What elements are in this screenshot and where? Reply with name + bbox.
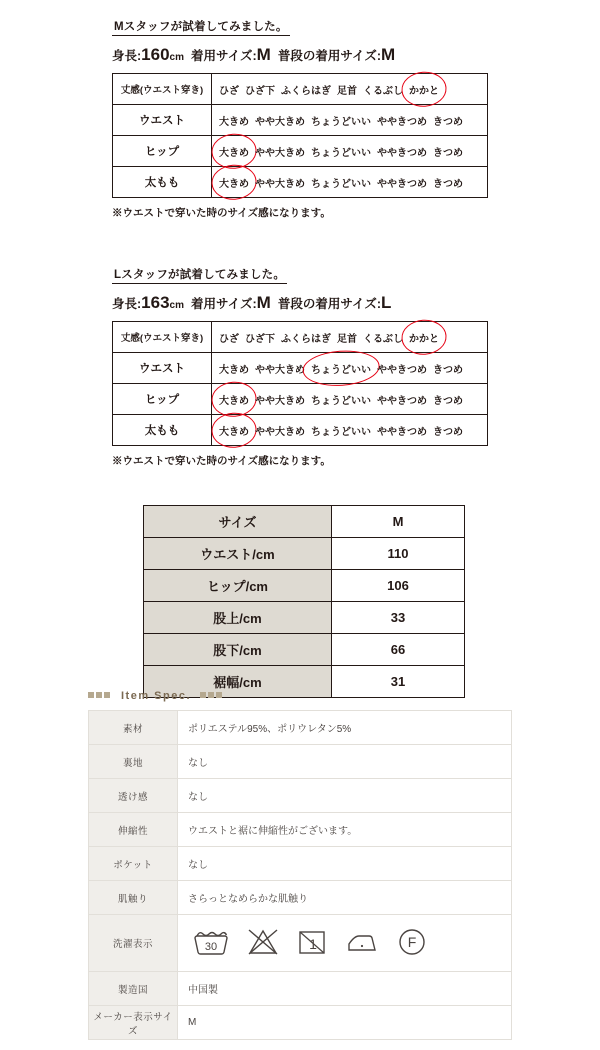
table-row (113, 322, 488, 353)
measure-value: 106 (332, 570, 465, 602)
spec-value: M (178, 1006, 512, 1040)
spec-value: なし (178, 745, 512, 779)
measure-label: 股下/cm (144, 634, 332, 666)
option[interactable]: やや大きめ (255, 426, 305, 438)
option[interactable]: やや大きめ (255, 147, 305, 159)
square-decor-icon (200, 692, 206, 698)
option[interactable]: ひざ (219, 85, 239, 97)
option[interactable]: ややきつめ (377, 116, 427, 128)
option[interactable]: ひざ下 (245, 333, 275, 345)
option[interactable]: ちょうどいい (311, 116, 371, 128)
option[interactable]: ちょうどいい (311, 395, 371, 407)
square-decor-icon (216, 692, 222, 698)
table-row (89, 972, 512, 1006)
iron-low-icon (344, 927, 380, 960)
option-selected[interactable]: 大きめ (219, 392, 249, 407)
size-measurement-table (143, 505, 465, 698)
option[interactable]: やや大きめ (255, 364, 305, 376)
spec-key: 伸縮性 (89, 813, 178, 847)
option[interactable]: きつめ (433, 178, 463, 190)
measure-value: 33 (332, 602, 465, 634)
option[interactable]: ちょうどいい (311, 147, 371, 159)
option[interactable]: くるぶし (363, 85, 403, 97)
row-options (212, 322, 488, 353)
table-row (89, 881, 512, 915)
option[interactable]: きつめ (433, 147, 463, 159)
worn-size-label: 着用サイズ: (191, 49, 257, 63)
option[interactable]: きつめ (433, 395, 463, 407)
usual-size-value: M (381, 45, 396, 64)
wash-care-symbols (178, 915, 512, 972)
measure-label: ウエスト/cm (144, 538, 332, 570)
fit-note: ※ウエストで穿いた時のサイズ感になります。 (112, 207, 331, 219)
row-label: 丈感(ウエスト穿き) (113, 322, 212, 353)
option-selected[interactable]: 大きめ (219, 423, 249, 438)
spec-value: ウエストと裾に伸縮性がございます。 (178, 813, 512, 847)
table-row (113, 353, 488, 384)
spec-value: なし (178, 779, 512, 813)
option[interactable]: ふくらはぎ (281, 333, 331, 345)
spec-key: 裏地 (89, 745, 178, 779)
table-row (113, 74, 488, 105)
table-row (113, 105, 488, 136)
option[interactable]: ややきつめ (377, 426, 427, 438)
table-row (113, 415, 488, 446)
row-label: 太もも (113, 167, 212, 198)
fit-note: ※ウエストで穿いた時のサイズ感になります。 (112, 455, 331, 467)
option[interactable]: ちょうどいい (311, 178, 371, 190)
option[interactable]: くるぶし (363, 333, 403, 345)
spec-key: ポケット (89, 847, 178, 881)
row-label: ウエスト (113, 105, 212, 136)
option[interactable]: ひざ (219, 333, 239, 345)
row-label: 太もも (113, 415, 212, 446)
usual-size-label: 普段の着用サイズ: (277, 49, 382, 63)
table-row (113, 136, 488, 167)
height-unit: cm (169, 300, 184, 311)
square-decor-icon (96, 692, 102, 698)
table-row (89, 813, 512, 847)
option-selected[interactable]: かかと (409, 330, 439, 345)
row-options (212, 384, 488, 415)
measure-value: 110 (332, 538, 465, 570)
spec-value: なし (178, 847, 512, 881)
option-selected[interactable]: ちょうどいい (311, 361, 371, 376)
svg-text:1: 1 (309, 935, 317, 952)
dryclean-f-icon (396, 926, 428, 961)
wash-tub-30-icon (192, 927, 230, 960)
option[interactable]: ややきつめ (377, 147, 427, 159)
table-row (89, 1006, 512, 1040)
option[interactable]: ややきつめ (377, 395, 427, 407)
option[interactable]: 足首 (337, 85, 357, 97)
option-selected[interactable]: 大きめ (219, 144, 249, 159)
tumble-dry-1-icon (296, 927, 328, 960)
table-row (89, 711, 512, 745)
spec-key: メーカー表示サイズ (89, 1006, 178, 1040)
table-row (113, 167, 488, 198)
size-header-label: サイズ (144, 506, 332, 538)
svg-text:F: F (407, 933, 417, 950)
spec-key: 洗濯表示 (89, 915, 178, 972)
measure-label: 股上/cm (144, 602, 332, 634)
row-options (212, 105, 488, 136)
height-label: 身長: (112, 297, 142, 311)
row-label: ウエスト (113, 353, 212, 384)
size-header-value: M (332, 506, 465, 538)
height-value: 160 (141, 45, 170, 64)
square-decor-icon (88, 692, 94, 698)
measure-label: ヒップ/cm (144, 570, 332, 602)
spec-key: 素材 (89, 711, 178, 745)
measure-value: 31 (332, 666, 465, 698)
height-label: 身長: (112, 49, 142, 63)
row-options (212, 74, 488, 105)
option[interactable]: 大きめ (219, 364, 249, 376)
spec-value: 中国製 (178, 972, 512, 1006)
table-row (144, 538, 465, 570)
fit-impression-table (112, 73, 488, 198)
option[interactable]: ちょうどいい (311, 426, 371, 438)
table-row (89, 847, 512, 881)
square-decor-icon (208, 692, 214, 698)
staff-measurements (112, 45, 600, 65)
table-row (144, 570, 465, 602)
table-row (89, 779, 512, 813)
option[interactable]: やや大きめ (255, 395, 305, 407)
staff-measurements (112, 293, 600, 313)
staff-section-title: Mスタッフが試着してみました。 (112, 18, 290, 36)
table-row (144, 602, 465, 634)
row-options (212, 136, 488, 167)
square-decor-icon (104, 692, 110, 698)
worn-size-label: 着用サイズ: (191, 297, 257, 311)
option[interactable]: きつめ (433, 364, 463, 376)
item-spec-heading-text: Item Spec. (121, 690, 192, 702)
row-options (212, 167, 488, 198)
table-header-row (144, 506, 465, 538)
height-unit: cm (169, 52, 184, 63)
table-row (144, 634, 465, 666)
option[interactable]: やや大きめ (255, 178, 305, 190)
option[interactable]: ややきつめ (377, 364, 427, 376)
svg-text:30: 30 (204, 940, 218, 953)
staff-fitting-section-l (0, 266, 600, 468)
spec-value: ポリエステル95%、ポリウレタン5% (178, 711, 512, 745)
option[interactable]: 大きめ (219, 116, 249, 128)
option[interactable]: きつめ (433, 426, 463, 438)
measure-label: 裾幅/cm (144, 666, 332, 698)
row-options (212, 415, 488, 446)
table-row (89, 745, 512, 779)
option[interactable]: きつめ (433, 116, 463, 128)
option-selected[interactable]: 大きめ (219, 175, 249, 190)
measure-value: 66 (332, 634, 465, 666)
row-label: ヒップ (113, 384, 212, 415)
spec-value: さらっとなめらかな肌触り (178, 881, 512, 915)
staff-section-title: Lスタッフが試着してみました。 (112, 266, 287, 284)
row-label: 丈感(ウエスト穿き) (113, 74, 212, 105)
option[interactable]: 足首 (337, 333, 357, 345)
no-bleach-icon (246, 927, 280, 960)
row-options (212, 353, 488, 384)
height-value: 163 (141, 293, 170, 312)
table-row (113, 384, 488, 415)
usual-size-label: 普段の着用サイズ: (277, 297, 382, 311)
spec-key: 肌触り (89, 881, 178, 915)
usual-size-value: L (381, 293, 392, 312)
spec-key: 透け感 (89, 779, 178, 813)
option[interactable]: ややきつめ (377, 178, 427, 190)
spec-key: 製造国 (89, 972, 178, 1006)
fit-impression-table (112, 321, 488, 446)
item-spec-heading (88, 690, 224, 702)
option[interactable]: やや大きめ (255, 116, 305, 128)
option[interactable]: ひざ下 (245, 85, 275, 97)
table-row (89, 915, 512, 972)
worn-size-value: M (256, 293, 271, 312)
row-label: ヒップ (113, 136, 212, 167)
worn-size-value: M (256, 45, 271, 64)
staff-fitting-section-m (0, 18, 600, 220)
option-selected[interactable]: かかと (409, 82, 439, 97)
item-spec-table (88, 710, 512, 1040)
option[interactable]: ふくらはぎ (281, 85, 331, 97)
